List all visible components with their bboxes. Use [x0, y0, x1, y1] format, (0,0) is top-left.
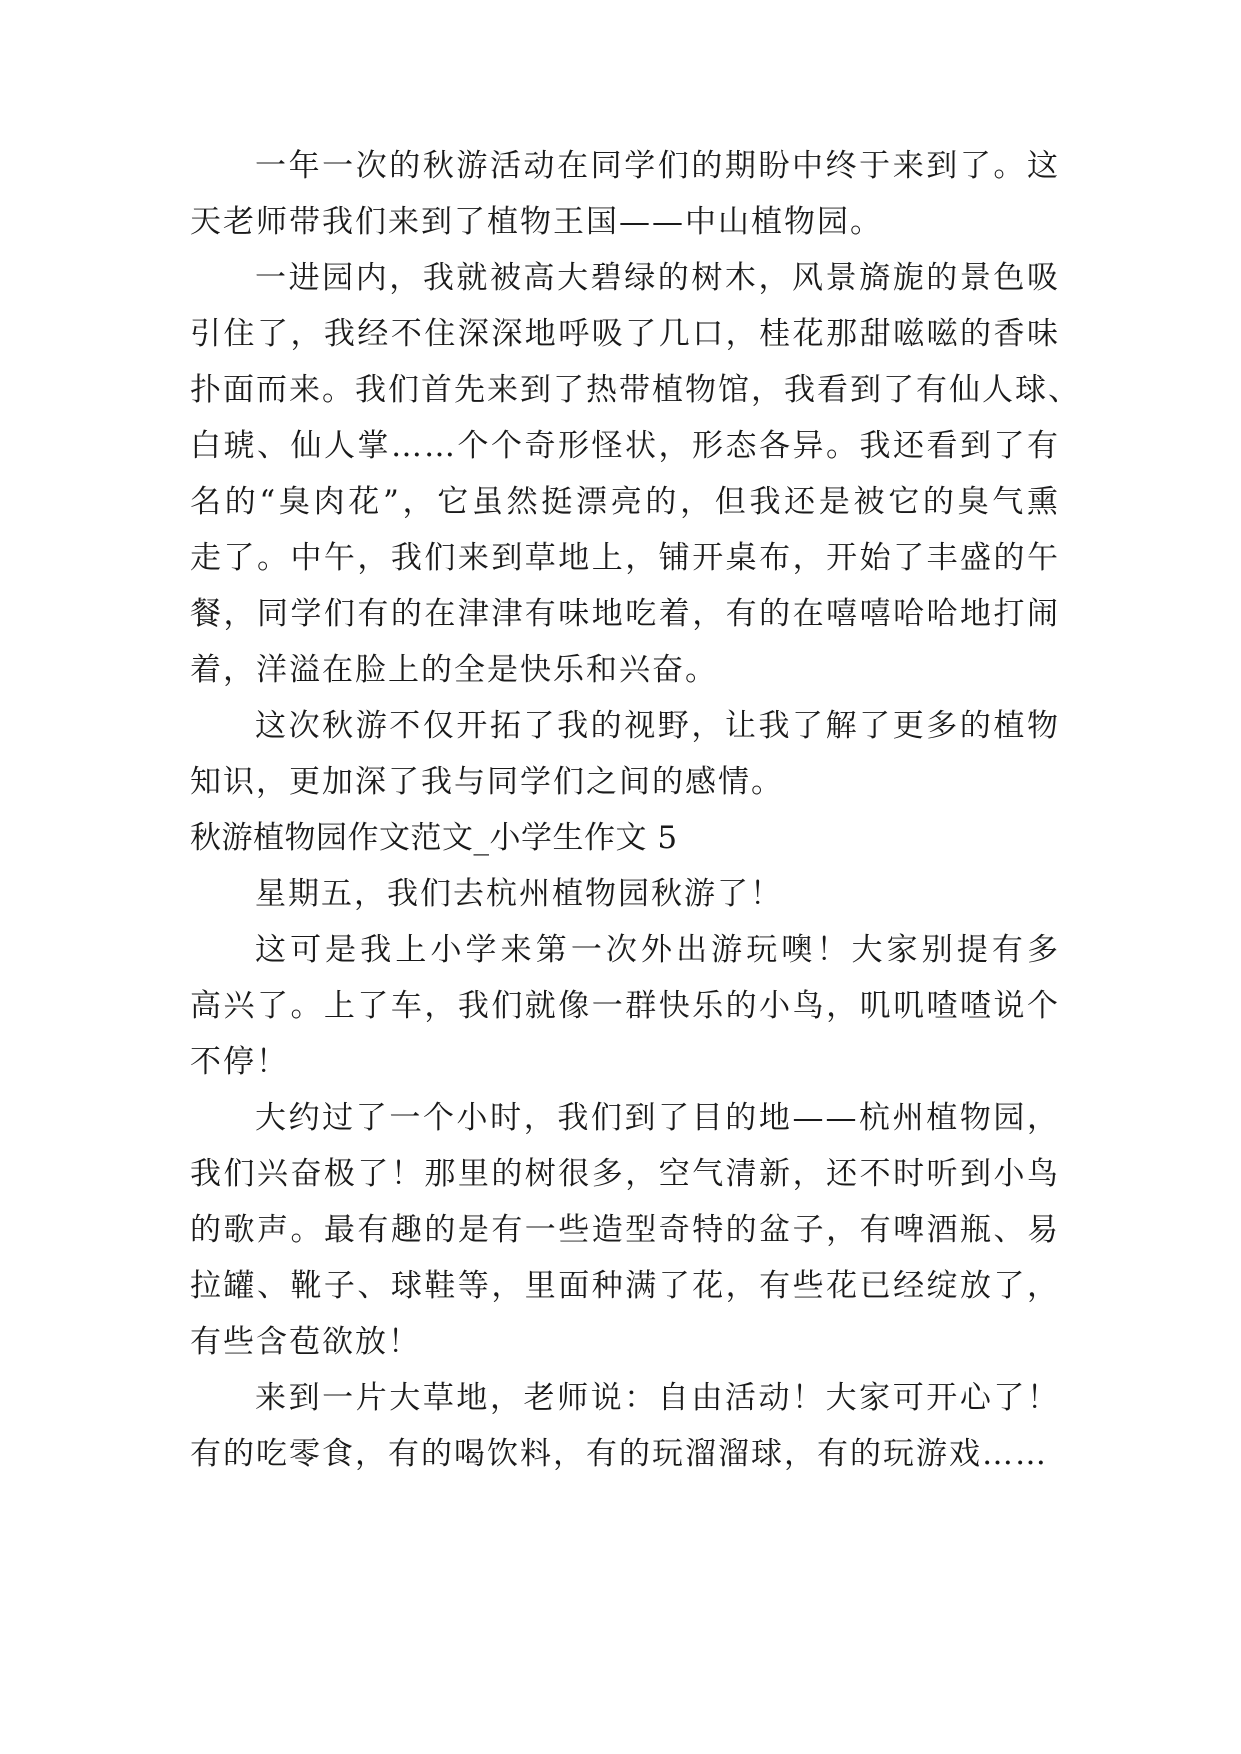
paragraph-2-line-2: 引住了，我经不住深深地呼吸了几口，桂花那甜嗞嗞的香味	[190, 316, 1060, 352]
paragraph-7-line-2: 有的吃零食，有的喝饮料，有的玩溜溜球，有的玩游戏……	[190, 1436, 1048, 1472]
paragraph-2-line-7: 餐，同学们有的在津津有味地吃着，有的在嘻嘻哈哈地打闹	[190, 596, 1060, 632]
paragraph-5-line-3: 不停！	[190, 1044, 289, 1080]
paragraph-3-line-2: 知识，更加深了我与同学们之间的感情。	[190, 764, 784, 800]
paragraph-3-line-1: 这次秋游不仅开拓了我的视野，让我了解了更多的植物	[255, 708, 1060, 744]
paragraph-5-line-1: 这可是我上小学来第一次外出游玩噢！大家别提有多	[255, 932, 1060, 968]
paragraph-6-line-3: 的歌声。最有趣的是有一些造型奇特的盆子，有啤酒瓶、易	[190, 1212, 1060, 1248]
paragraph-6-line-5: 有些含苞欲放！	[190, 1324, 421, 1360]
paragraph-2-line-8: 着，洋溢在脸上的全是快乐和兴奋。	[190, 652, 718, 688]
paragraph-5-line-2: 高兴了。上了车，我们就像一群快乐的小鸟，叽叽喳喳说个	[190, 988, 1060, 1024]
paragraph-1-line-1: 一年一次的秋游活动在同学们的期盼中终于来到了。这	[255, 148, 1060, 184]
section-heading: 秋游植物园作文范文_小学生作文 5	[190, 820, 678, 856]
paragraph-6-line-1: 大约过了一个小时，我们到了目的地——杭州植物园，	[255, 1100, 1060, 1136]
paragraph-2-line-3: 扑面而来。我们首先来到了热带植物馆，我看到了有仙人球、	[190, 372, 1081, 408]
paragraph-7-line-1: 来到一片大草地，老师说：自由活动！大家可开心了！	[255, 1380, 1060, 1416]
paragraph-2-line-4: 白琥、仙人掌……个个奇形怪状，形态各异。我还看到了有	[190, 428, 1060, 464]
paragraph-6-line-4: 拉罐、靴子、球鞋等，里面种满了花，有些花已经绽放了，	[190, 1268, 1060, 1304]
paragraph-2-line-6: 走了。中午，我们来到草地上，铺开桌布，开始了丰盛的午	[190, 540, 1060, 576]
paragraph-6-line-2: 我们兴奋极了！那里的树很多，空气清新，还不时听到小鸟	[190, 1156, 1060, 1192]
paragraph-1-line-2: 天老师带我们来到了植物王国——中山植物园。	[190, 204, 883, 240]
paragraph-4-line-1: 星期五，我们去杭州植物园秋游了！	[255, 876, 783, 912]
paragraph-2-line-1: 一进园内，我就被高大碧绿的树木，风景旖旎的景色吸	[255, 260, 1060, 296]
paragraph-2-line-5: 名的“臭肉花”，它虽然挺漂亮的，但我还是被它的臭气熏	[190, 484, 1060, 520]
